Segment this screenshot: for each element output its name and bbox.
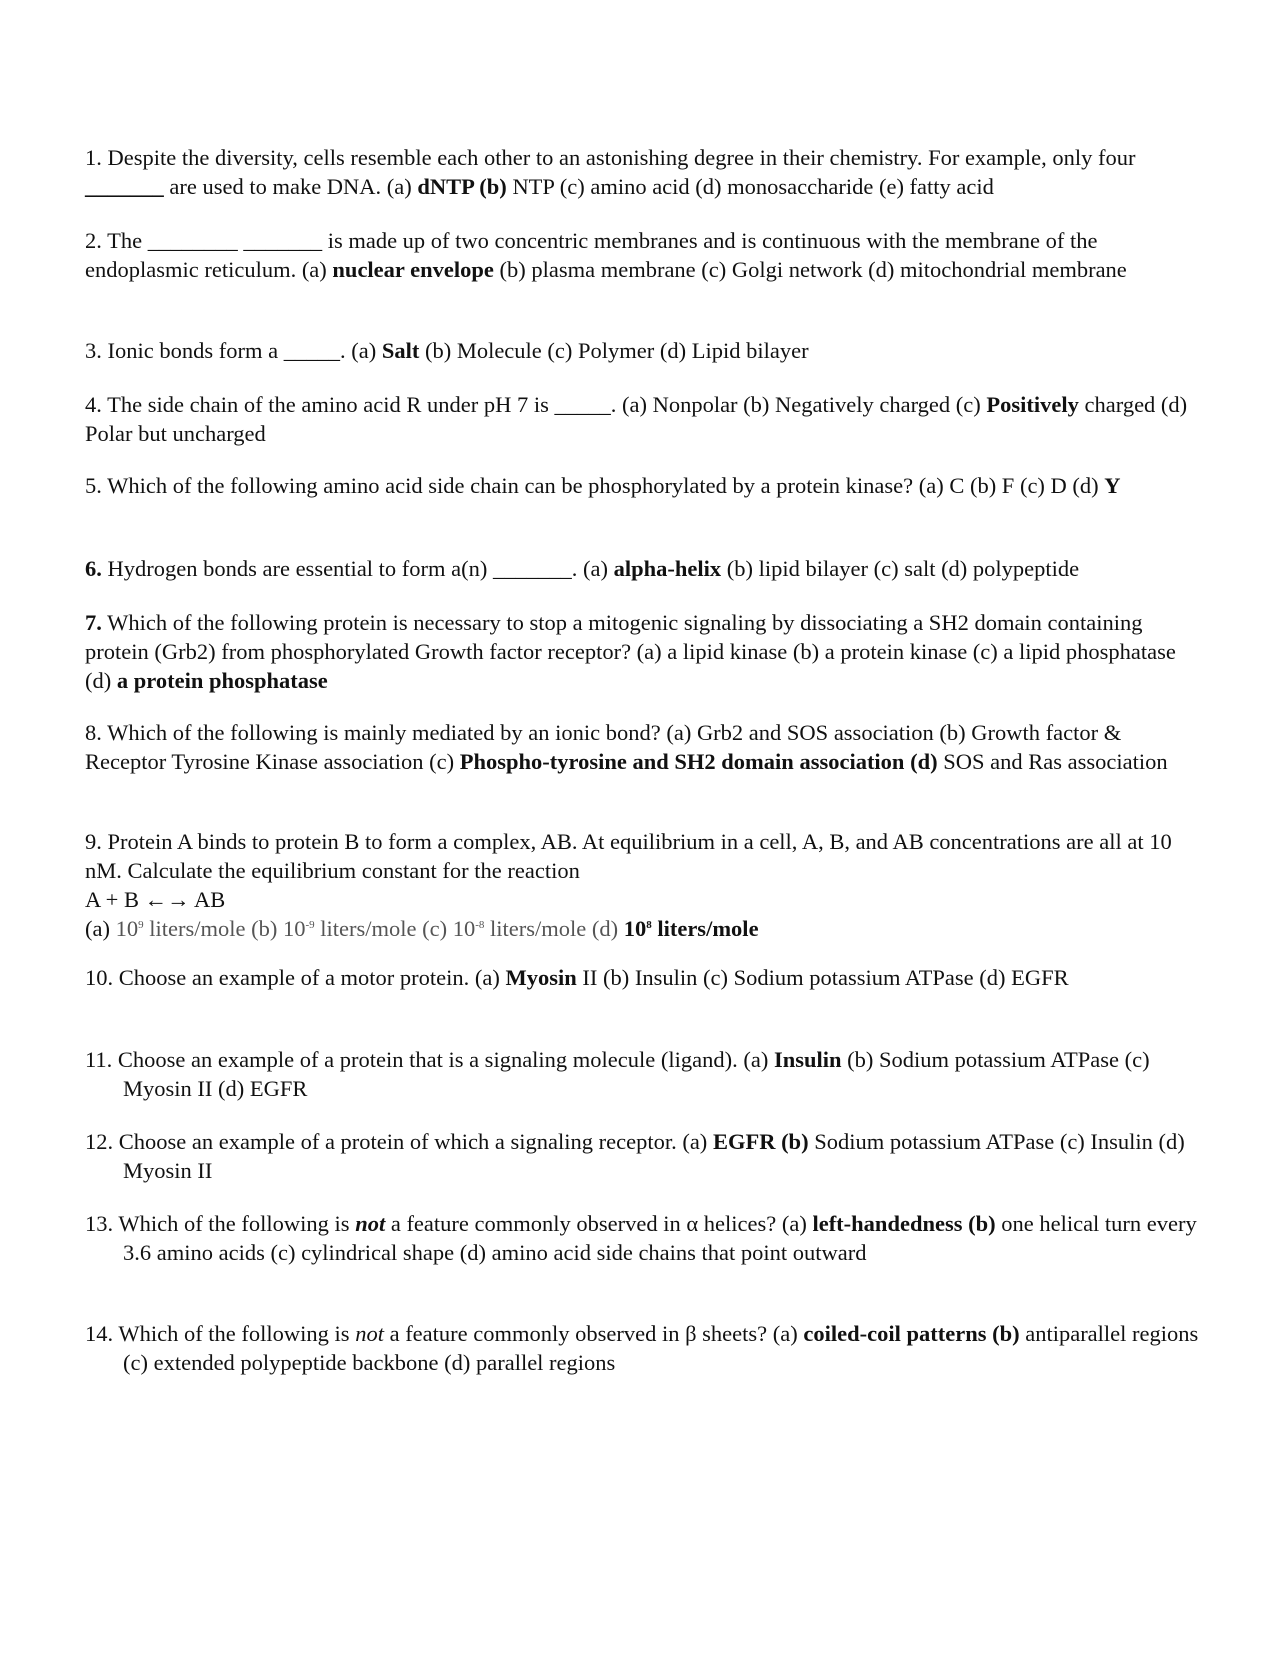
question-8	[85, 718, 1200, 776]
question-14	[85, 1319, 1200, 1377]
question-3	[85, 336, 1200, 365]
text-segment: 7.	[85, 610, 102, 635]
text-segment: Y	[1104, 473, 1121, 498]
text-segment: a feature commonly observed in β sheets? (a)	[383, 1321, 804, 1346]
text-segment: -8	[475, 919, 485, 931]
text-segment: Myosin	[505, 965, 577, 990]
text-segment: liters/mole	[651, 916, 759, 941]
question-4	[85, 390, 1200, 448]
question-9-reaction: A + B ←→ AB	[85, 887, 226, 912]
text-segment: one helical turn every 3.6 amino acids (c) cylindrical shape (d) amino acid side chains that point outward	[123, 1211, 1197, 1265]
text-segment: 1. Despite the diversity, cells resemble each other to an astonishing degree in their chemistry. For example, only four	[85, 145, 1136, 170]
text-segment: 11. Choose an example of a protein that is a signaling molecule (ligand). (a)	[85, 1047, 774, 1072]
text-segment: a feature commonly observed in α helices? (a)	[385, 1211, 813, 1236]
text-segment: 9	[138, 919, 144, 931]
text-segment: dNTP (b)	[417, 174, 507, 199]
text-segment: 5. Which of the following amino acid side chain can be phosphorylated by a protein kinase? (a) C (b) F (c) D (d)	[85, 473, 1105, 498]
text-segment: (b) plasma membrane (c) Golgi network (d) mitochondrial membrane	[493, 257, 1127, 282]
question-9	[85, 827, 1200, 943]
text-segment: liters/mole (b) 10	[143, 916, 306, 941]
text-segment: Insulin	[773, 1047, 842, 1072]
text-segment: 10. Choose an example of a motor protein. (a)	[85, 965, 506, 990]
text-segment: 12. Choose an example of a protein of which a signaling receptor. (a)	[85, 1129, 713, 1154]
question-7	[85, 608, 1200, 695]
text-segment: _______	[85, 174, 164, 199]
text-segment: not	[355, 1211, 386, 1236]
text-segment: Positively	[986, 392, 1079, 417]
text-segment: not	[355, 1321, 384, 1346]
text-segment: 14. Which of the following is	[85, 1321, 356, 1346]
text-segment: (b) lipid bilayer (c) salt (d) polypeptide	[721, 556, 1080, 581]
text-segment: (b) Sodium potassium ATPase (c) Myosin II (d) EGFR	[123, 1047, 1150, 1101]
text-segment: (b) Molecule (c) Polymer (d) Lipid bilayer	[419, 338, 809, 363]
text-segment: 8. Which of the following is mainly mediated by an ionic bond? (a) Grb2 and SOS association (b) Growth factor & Receptor Tyrosine Kinase association (c)	[85, 720, 1122, 774]
text-segment: (a)	[85, 916, 116, 941]
text-segment: 8	[646, 919, 652, 931]
text-segment: Salt	[381, 338, 420, 363]
text-segment: EGFR (b)	[712, 1129, 809, 1154]
question-9-stem: 9. Protein A binds to protein B to form a complex, AB. At equilibrium in a cell, A, B, and AB concentrations are all at 10 nM. Calculate the equilibrium constant for the reaction	[85, 829, 1172, 883]
question-12	[85, 1127, 1200, 1185]
question-9-answers	[85, 914, 1200, 943]
text-segment: 6.	[85, 556, 102, 581]
text-segment: Sodium potassium ATPase (c) Insulin (d) Myosin II	[123, 1129, 1185, 1183]
text-segment: NTP (c) amino acid (d) monosaccharide (e) fatty acid	[506, 174, 994, 199]
text-segment: charged (d) Polar but uncharged	[85, 392, 1188, 446]
text-segment: coiled-coil patterns (b)	[803, 1321, 1020, 1346]
text-segment: nuclear envelope	[332, 257, 494, 282]
text-segment: liters/mole (c) 10	[314, 916, 476, 941]
text-segment: liters/mole (d)	[484, 916, 624, 941]
text-segment: Which of the following protein is necessary to stop a mitogenic signaling by dissociating a SH2 domain containing protein (Grb2) from phosphorylated Growth factor receptor? (a) a lipid kinase (b) a protein kinase (c) a lipid phosphatase (d)	[85, 610, 1176, 693]
text-segment: Phospho-tyrosine and SH2 domain association (d)	[459, 749, 938, 774]
text-segment: left-handedness (b)	[812, 1211, 996, 1236]
question-1	[85, 143, 1200, 201]
text-segment: 2. The ________ _______ is made up of two concentric membranes and is continuous with the membrane of the endoplasmic reticulum. (a)	[85, 228, 1098, 282]
text-segment: 13. Which of the following is	[85, 1211, 356, 1236]
question-5	[85, 471, 1200, 500]
text-segment: a protein phosphatase	[116, 668, 328, 693]
question-11	[85, 1045, 1200, 1103]
text-segment: antiparallel regions (c) extended polypeptide backbone (d) parallel regions	[123, 1321, 1199, 1375]
question-13	[85, 1209, 1200, 1267]
text-segment: Hydrogen bonds are essential to form a(n) _______. (a)	[101, 556, 614, 581]
text-segment: -9	[305, 919, 315, 931]
text-segment: 4. The side chain of the amino acid R under pH 7 is _____. (a) Nonpolar (b) Negatively charged (c)	[85, 392, 987, 417]
text-segment: are used to make DNA. (a)	[163, 174, 418, 199]
text-segment: 10	[623, 916, 647, 941]
question-6	[85, 554, 1200, 583]
text-segment: 3. Ionic bonds form a _____. (a)	[85, 338, 382, 363]
text-segment: II (b) Insulin (c) Sodium potassium ATPase (d) EGFR	[576, 965, 1069, 990]
text-segment: SOS and Ras association	[937, 749, 1168, 774]
text-segment: alpha-helix	[613, 556, 722, 581]
text-segment: 10	[115, 916, 139, 941]
question-2	[85, 226, 1200, 284]
question-10	[85, 963, 1200, 992]
